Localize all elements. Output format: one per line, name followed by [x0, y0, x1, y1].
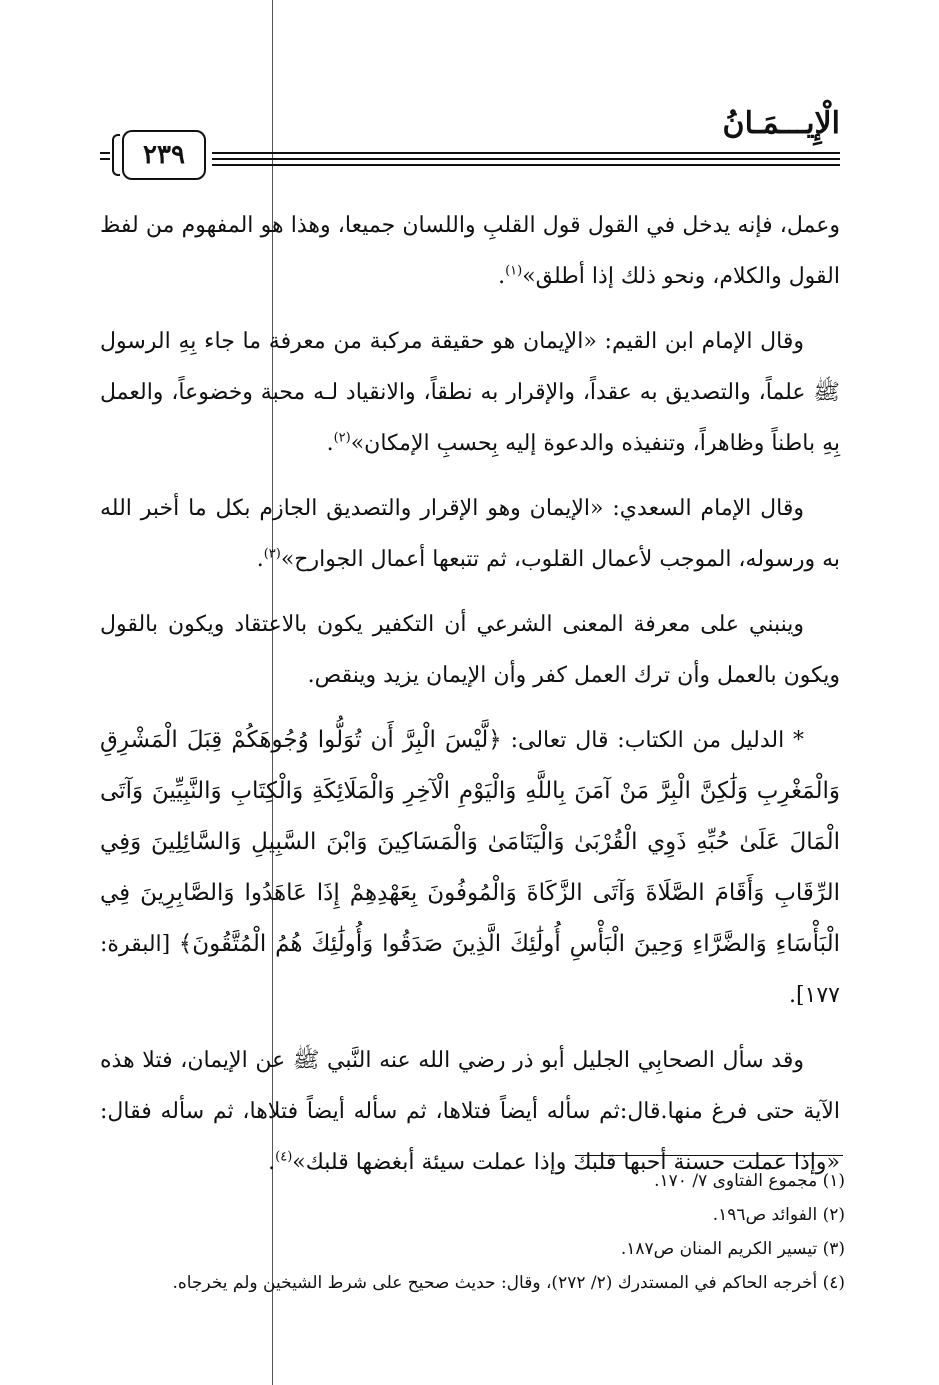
header-rule: [212, 158, 840, 160]
verse-citation: [البقرة: ١٧٧].: [100, 932, 840, 1008]
header-rule: [212, 164, 840, 166]
evidence-lead: * الدليل من الكتاب: قال تعالى:: [510, 728, 805, 753]
footnote: (١) مجموع الفتاوى ٧/ ١٧٠.: [654, 1171, 845, 1191]
paragraph: وقال الإمام ابن القيم: «الإيمان هو حقيقة مركبة من معرفة ما جاء بِهِ الرسول ﷺ علماً، والتصديق به عقداً، والإقرار به نطقاً، والانقياد لـه محبة وخضوعاً، والعمل بِهِ باطناً وظاهراً، وتنفيذه والدعوة إليه بِحسبِ الإمكان»$^{(٢)}$.: [100, 329, 840, 456]
running-title: الْإِيـــمَـانُ: [722, 106, 840, 141]
quran-evidence: [100, 715, 840, 1021]
footnote-ref: (٣): [263, 546, 281, 562]
header-rule: [212, 152, 840, 154]
body-text: [100, 200, 840, 1188]
quran-verse: ﴿لَّيْسَ الْبِرَّ أَن تُوَلُّوا وُجُوهَكُمْ قِبَلَ الْمَشْرِقِ وَالْمَغْرِبِ وَلَٰكِنَّ الْبِرَّ مَنْ آمَنَ بِاللَّهِ وَالْيَوْمِ الْآخِرِ وَالْمَلَائِكَةِ وَالْكِتَابِ وَالنَّبِيِّينَ وَآتَى الْمَالَ عَلَىٰ حُبِّهِ ذَوِي الْقُرْبَىٰ وَالْيَتَامَىٰ وَالْمَسَاكِينَ وَابْنَ السَّبِيلِ وَالسَّائِلِينَ وَفِي الرِّقَابِ وَأَقَامَ الصَّلَاةَ وَآتَى الزَّكَاةَ وَالْمُوفُونَ بِعَهْدِهِمْ إِذَا عَاهَدُوا وَالصَّابِرِينَ فِي الْبَأْسَاءِ وَالضَّرَّاءِ وَحِينَ الْبَأْسِ أُولَٰئِكَ الَّذِينَ صَدَقُوا وَأُولَٰئِكَ هُمُ الْمُتَّقُونَ﴾: [100, 727, 840, 957]
footnotes: [100, 1164, 845, 1300]
paragraph: وعمل، فإنه يدخل في القول قول القلبِ واللسان جميعا، وهذا هو المفهوم من لفظ القول والكلام، ونحو ذلك إذا أطلق»$^{(١)}$.: [100, 213, 840, 289]
page-number: ٢٣٩: [122, 130, 206, 180]
page-header: [100, 100, 840, 190]
footnote-ref: (٤): [275, 1149, 293, 1165]
footnote-separator: [575, 1155, 843, 1156]
paragraph: وقال الإمام السعدي: «الإيمان وهو الإقرار والتصديق الجازم بكل ما أخبر الله به ورسوله، الموجب لأعمال القلوب، ثم تتبعها أعمال الجوارح»$^{(٣)}$.: [100, 496, 840, 572]
paragraph: وينبني على معرفة المعنى الشرعي أن التكفير يكون بالاعتقاد ويكون بالقول ويكون بالعمل وأن ترك العمل كفر وأن الإيمان يزيد وينقص.: [100, 612, 840, 688]
footnote: (٣) تيسير الكريم المنان ص١٨٧.: [620, 1239, 845, 1259]
footnote-ref: (١): [505, 263, 523, 279]
page-number-ornament: [100, 152, 110, 160]
footnote: (٢) الفوائد ص١٩٦.: [712, 1205, 845, 1225]
footnote-ref: (٢): [333, 430, 351, 446]
page-number-bracket: [112, 134, 120, 176]
paragraph: وقد سأل الصحابِي الجليل أبو ذر رضي الله عنه النَّبي ﷺ عن الإيمان، فتلا هذه الآية حتى فرغ منها.قال:ثم سأله أيضاً فتلاها، ثم سأله أيضاً فتلاها، ثم سأله فقال: «وإذا عملت حسنة أحبها قلبك وإذا عملت سيئة أبغضها قلبك»$^{(٤)}$.: [100, 1048, 840, 1175]
footnote: (٤) أخرجه الحاكم في المستدرك (٢/ ٢٧٢)، وقال: حديث صحيح على شرط الشيخين ولم يخرجاه.: [172, 1273, 845, 1293]
